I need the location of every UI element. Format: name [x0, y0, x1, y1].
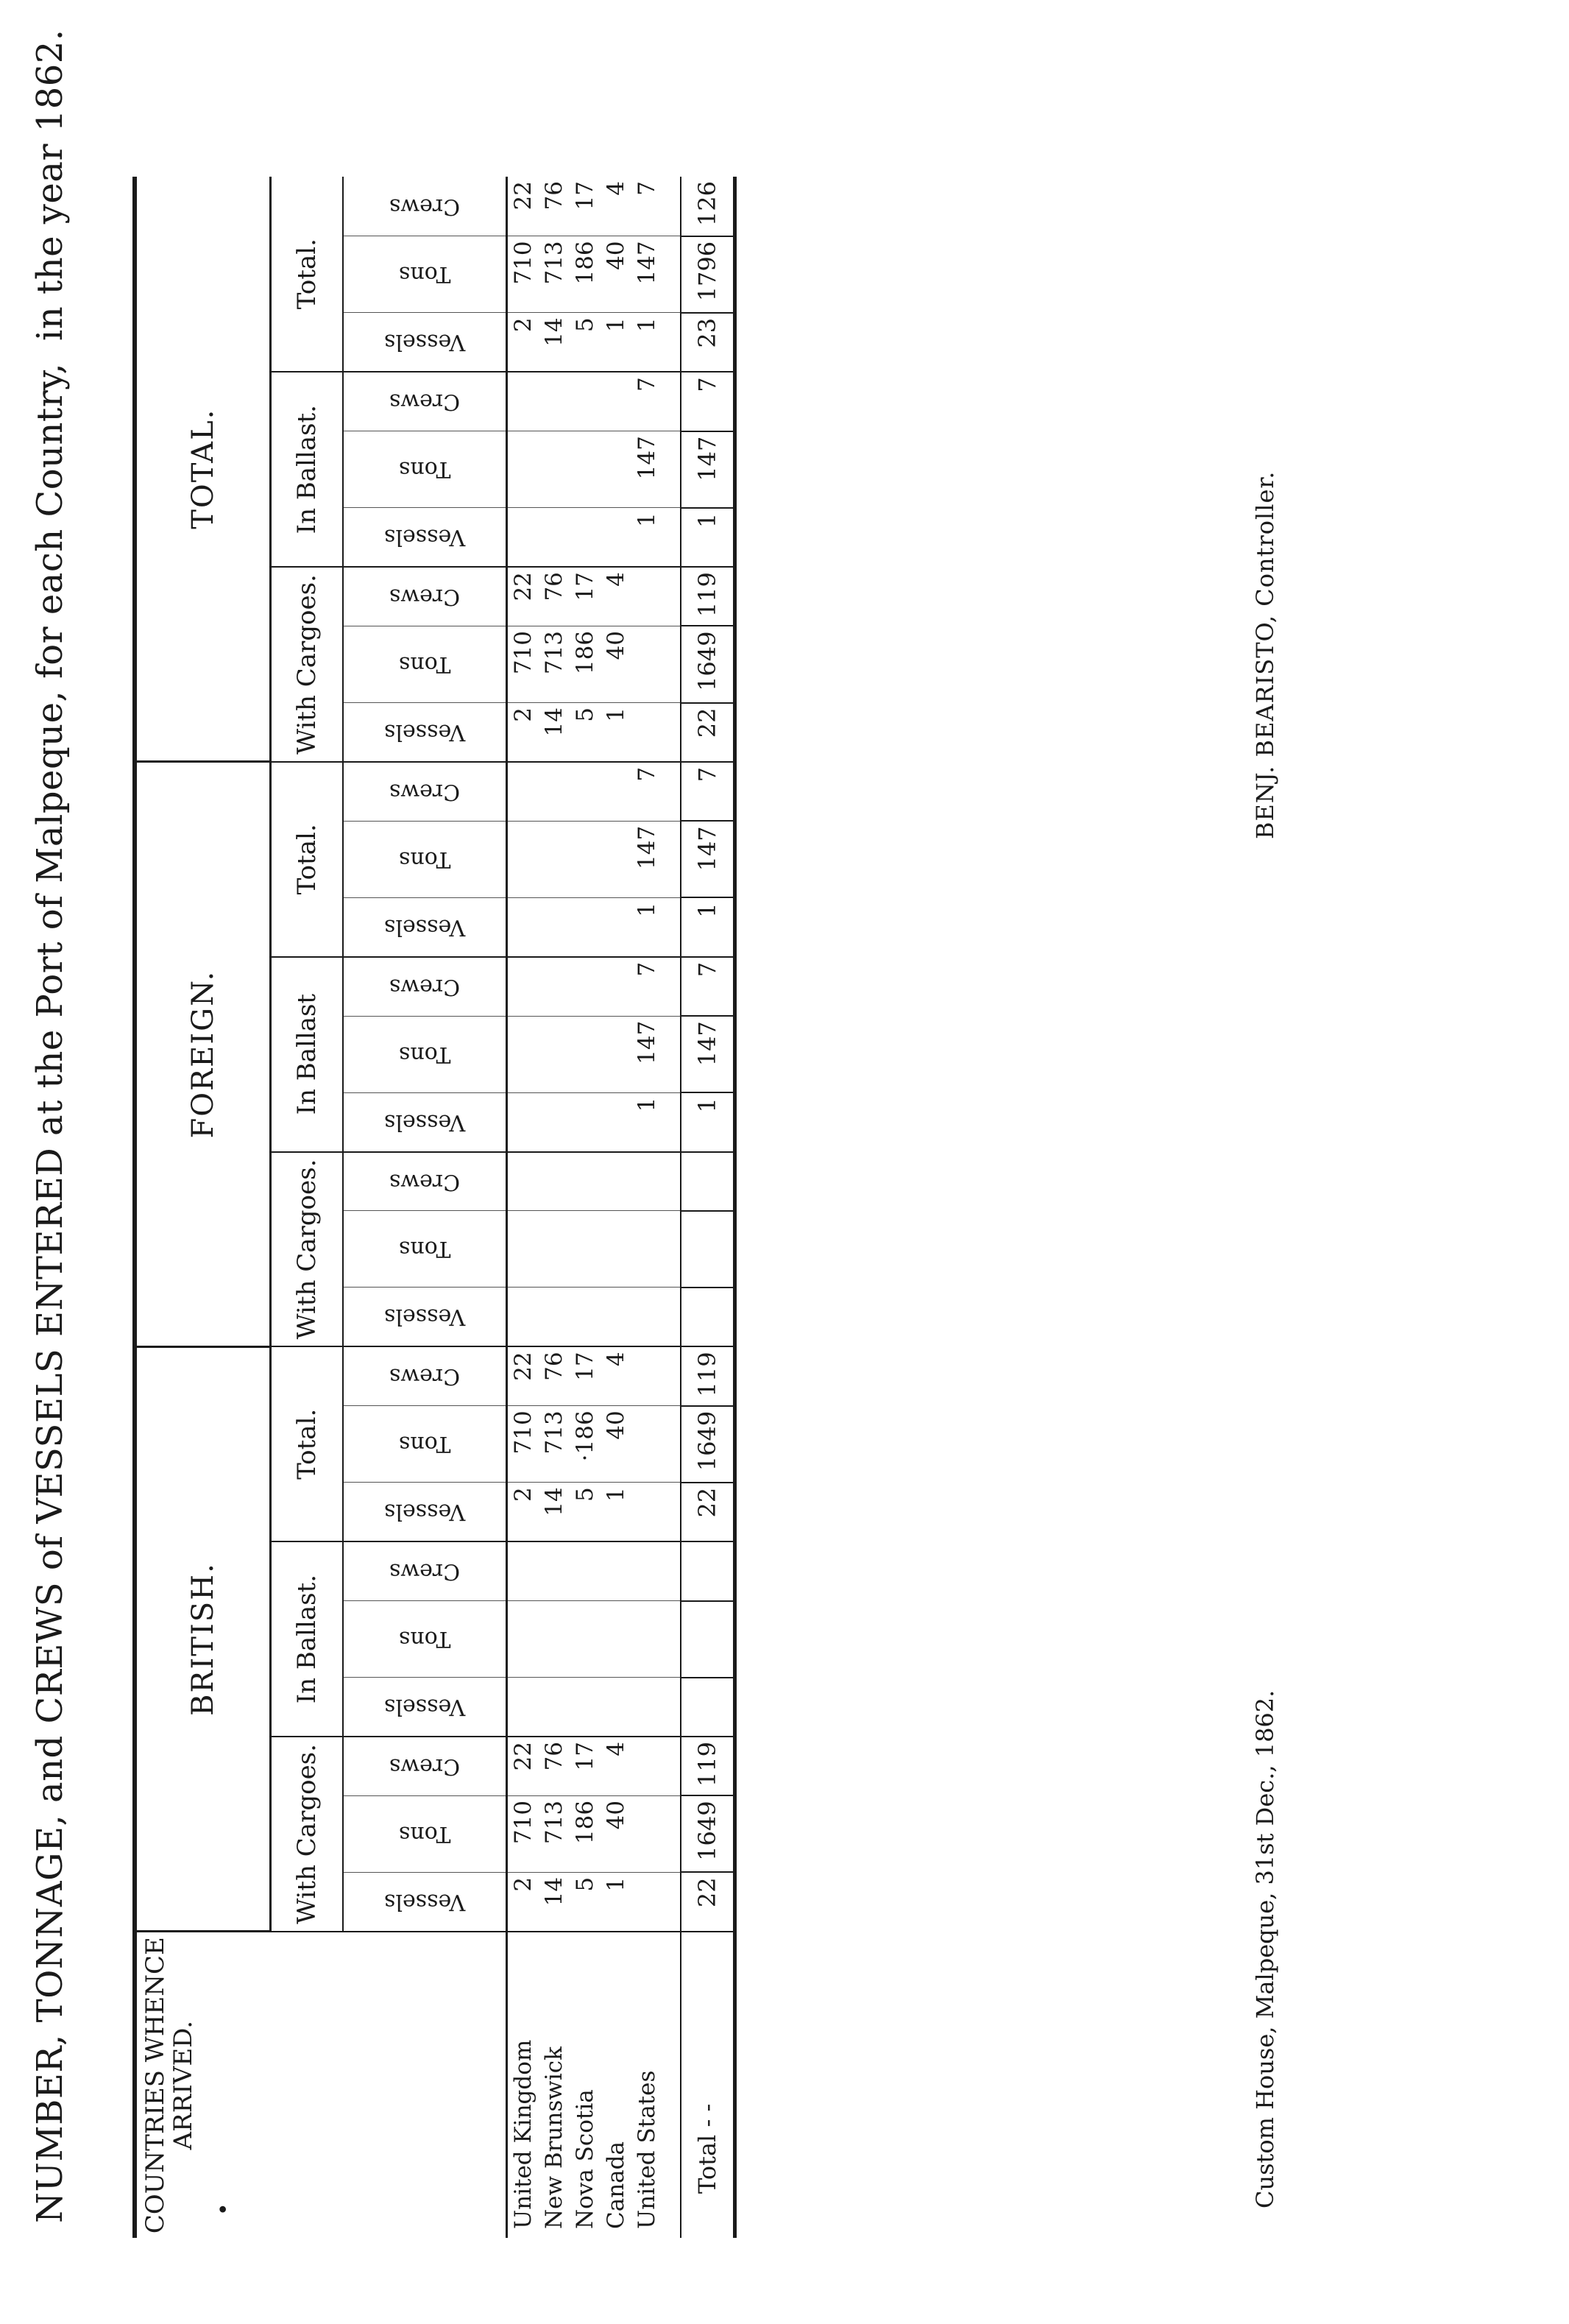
table-cell: 1: [631, 897, 662, 956]
table-cell: 2: [507, 1483, 539, 1541]
table-cell: [507, 1211, 539, 1288]
countries-header-mark: •: [211, 2203, 237, 2216]
column-header-tons: [343, 1211, 507, 1288]
table-cell: [631, 1406, 662, 1483]
spacer-cell: [662, 1737, 681, 1795]
table-cell: [570, 762, 601, 821]
column-header-label: Crews: [389, 973, 461, 1000]
table-cell: [601, 957, 631, 1016]
table-cell: 1: [631, 313, 662, 372]
column-header-label: Tons: [398, 1236, 451, 1262]
controller-signature: BENJ. BEARISTO, Controller.: [1251, 470, 1279, 839]
title-year: in the year 1862.: [29, 29, 71, 342]
column-header-vessels: [343, 1872, 507, 1931]
table-cell: 147: [631, 821, 662, 897]
column-header-label: Tons: [398, 846, 451, 872]
table-cell: 76: [539, 1346, 570, 1405]
table-cell: 713: [539, 626, 570, 702]
table-cell: 713: [539, 236, 570, 313]
spacer-cell: [662, 957, 681, 1016]
table-cell: 2: [507, 313, 539, 372]
table-cell: [507, 1152, 539, 1211]
rotated-page: [29, 29, 1472, 2282]
column-header-label: Tons: [398, 1820, 451, 1847]
column-header-crews: [343, 1737, 507, 1795]
vessels-entered-table: [132, 177, 737, 2238]
total-cell: 1: [681, 1092, 735, 1151]
table-cell: [631, 1737, 662, 1795]
table-cell: [631, 1601, 662, 1678]
document-title: [29, 29, 71, 2223]
table-cell: 22: [507, 1346, 539, 1405]
table-row: [507, 177, 539, 2238]
table-cell: 14: [539, 313, 570, 372]
table-cell: ·186: [570, 1406, 601, 1483]
column-header-crews: [343, 957, 507, 1016]
column-header-vessels: [343, 1288, 507, 1346]
column-header-label: Vessels: [383, 1109, 466, 1135]
column-header-vessels: [343, 1678, 507, 1737]
column-header-tons: [343, 821, 507, 897]
column-header-label: Vessels: [383, 329, 466, 356]
table-cell: [631, 703, 662, 762]
total-cell: [681, 1678, 735, 1737]
table-cell: [631, 1483, 662, 1541]
table-cell: 7: [631, 762, 662, 821]
table-cell: [539, 1288, 570, 1346]
table-cell: 22: [507, 1737, 539, 1795]
table-cell: [570, 821, 601, 897]
table-cell: 4: [601, 1737, 631, 1795]
table-cell: [507, 1092, 539, 1151]
custom-house-date: Custom House, Malpeque, 31st Dec., 1862.: [1251, 1689, 1279, 2208]
table-cell: [601, 1211, 631, 1288]
total-cell: 23: [681, 313, 735, 372]
spacer-cell: [662, 236, 681, 313]
spacer-cell: [662, 1092, 681, 1151]
table-cell: [539, 1092, 570, 1151]
column-header-crews: [343, 567, 507, 626]
column-header-tons: [343, 1601, 507, 1678]
table-cell: 2: [507, 703, 539, 762]
table-cell: [570, 897, 601, 956]
table-cell: [539, 431, 570, 508]
table-cell: [570, 431, 601, 508]
table-cell: [507, 762, 539, 821]
table-cell: 147: [631, 431, 662, 508]
table-cell: [631, 1346, 662, 1405]
table-cell: [601, 1541, 631, 1600]
table-cell: [570, 1678, 601, 1737]
spacer-cell: [662, 1678, 681, 1737]
table-cell: 4: [601, 1346, 631, 1405]
spacer-cell: [662, 567, 681, 626]
total-label: Total - -: [681, 1932, 735, 2238]
table-cell: [539, 372, 570, 431]
table-cell: [539, 1541, 570, 1600]
table-cell: 1: [631, 1092, 662, 1151]
total-cell: [681, 1601, 735, 1678]
column-header-label: Crews: [389, 1558, 461, 1585]
title-main: NUMBER, TONNAGE, and CREWS of VESSELS ENTERED at the Port of Malpeque, for each Country,: [29, 362, 71, 2223]
total-cell: 1: [681, 897, 735, 956]
table-cell: [539, 821, 570, 897]
country-name: United Kingdom: [510, 2039, 536, 2229]
table-cell: 710: [507, 1406, 539, 1483]
column-header-crews: [343, 177, 507, 236]
british-total-header: Total.: [271, 1346, 344, 1541]
total-in-ballast-header: In Ballast.: [271, 372, 344, 567]
spacer-cell: [662, 703, 681, 762]
table-cell: [601, 762, 631, 821]
table-cell: 14: [539, 1872, 570, 1931]
table-cell: [601, 1152, 631, 1211]
column-header-label: Tons: [398, 261, 451, 288]
table-cell: [539, 762, 570, 821]
table-cell: 713: [539, 1406, 570, 1483]
table-cell: [570, 508, 601, 567]
spacer-row: [662, 177, 681, 2238]
column-header-tons: [343, 626, 507, 702]
table-cell: [631, 1541, 662, 1600]
table-cell: [570, 372, 601, 431]
column-header-label: Tons: [398, 1431, 451, 1458]
table-cell: 186: [570, 236, 601, 313]
column-header-label: Vessels: [383, 1499, 466, 1525]
spacer-cell: [662, 1795, 681, 1872]
column-header-crews: [343, 762, 507, 821]
column-header-vessels: [343, 1483, 507, 1541]
column-header-vessels: [343, 703, 507, 762]
column-header-label: Vessels: [383, 1694, 466, 1720]
table-cell: [507, 1016, 539, 1092]
table-cell: [631, 1152, 662, 1211]
column-header-label: Vessels: [383, 914, 466, 940]
table-cell: 76: [539, 1737, 570, 1795]
table-cell: 4: [601, 567, 631, 626]
table-cell: 17: [570, 1737, 601, 1795]
column-header-tons: [343, 1406, 507, 1483]
spacer-cell: [662, 821, 681, 897]
table-cell: 1: [631, 508, 662, 567]
table-cell: [539, 508, 570, 567]
column-header-vessels: [343, 508, 507, 567]
table-cell: 1: [601, 1872, 631, 1931]
country-name: Nova Scotia: [572, 2089, 598, 2229]
total-cell: 1649: [681, 626, 735, 702]
table-cell: 1: [601, 703, 631, 762]
table-cell: [507, 1678, 539, 1737]
table-cell: 40: [601, 1406, 631, 1483]
table-cell: [601, 1092, 631, 1151]
total-cell: 7: [681, 957, 735, 1016]
table-cell: [570, 1211, 601, 1288]
column-header-vessels: [343, 1092, 507, 1151]
column-header-label: Crews: [389, 1753, 461, 1779]
total-cell: [681, 1211, 735, 1288]
british-in-ballast-header: In Ballast.: [271, 1541, 344, 1737]
total-cell: 147: [681, 821, 735, 897]
table-cell: 40: [601, 236, 631, 313]
column-header-label: Crews: [389, 389, 461, 415]
column-header-tons: [343, 431, 507, 508]
spacer-cell: [662, 1016, 681, 1092]
total-cell: 1796: [681, 236, 735, 313]
total-cell: [681, 1541, 735, 1600]
table-cell: [507, 1541, 539, 1600]
country-name: Canada: [603, 2141, 629, 2229]
country-name: New Brunswick: [541, 2046, 567, 2229]
column-header-crews: [343, 372, 507, 431]
table-cell: [539, 1016, 570, 1092]
column-header-label: Tons: [398, 1626, 451, 1653]
spacer-cell: [662, 508, 681, 567]
table-cell: [570, 1016, 601, 1092]
column-header-vessels: [343, 313, 507, 372]
spacer-cell: [662, 372, 681, 431]
table-cell: 147: [631, 1016, 662, 1092]
table-cell: [507, 508, 539, 567]
table-row: [631, 177, 662, 2238]
column-header-label: Crews: [389, 778, 461, 805]
column-header-row: [343, 177, 507, 2238]
table-cell: 17: [570, 177, 601, 236]
table-cell: [570, 957, 601, 1016]
spacer-cell: [662, 897, 681, 956]
table-cell: 1: [601, 313, 631, 372]
table-row: [539, 177, 570, 2238]
table-cell: 186: [570, 1795, 601, 1872]
spacer-cell: [662, 1346, 681, 1405]
column-header-label: Vessels: [383, 718, 466, 745]
table-cell: [601, 1601, 631, 1678]
total-cell: 22: [681, 1872, 735, 1931]
group-british: BRITISH.: [135, 1346, 271, 1931]
column-header-label: Tons: [398, 1041, 451, 1067]
table-cell: [539, 1678, 570, 1737]
table-cell: [539, 897, 570, 956]
table-cell: [507, 821, 539, 897]
spacer-cell: [662, 431, 681, 508]
total-cell: 22: [681, 703, 735, 762]
foreign-total-header: Total.: [271, 762, 344, 957]
table-cell: 713: [539, 1795, 570, 1872]
countries-header-label: COUNTRIES WHENCE ARRIVED.: [141, 1937, 198, 2234]
table-cell: [539, 1152, 570, 1211]
table-cell: 5: [570, 1872, 601, 1931]
table-cell: [631, 1678, 662, 1737]
column-header-label: Crews: [389, 1363, 461, 1390]
spacer-cell: [662, 1288, 681, 1346]
column-header-label: Crews: [389, 193, 461, 219]
table-cell: [631, 1795, 662, 1872]
table-cell: 40: [601, 626, 631, 702]
table-cell: 22: [507, 567, 539, 626]
table-cell: [601, 897, 631, 956]
column-header-crews: [343, 1346, 507, 1405]
table-cell: [507, 1601, 539, 1678]
column-header-label: Tons: [398, 456, 451, 483]
table-cell: [601, 1678, 631, 1737]
table-cell: [507, 431, 539, 508]
total-with-cargoes-header: With Cargoes.: [271, 567, 344, 762]
table-cell: [570, 1288, 601, 1346]
table-cell: 76: [539, 177, 570, 236]
table-cell: 17: [570, 567, 601, 626]
table-cell: [570, 1541, 601, 1600]
table-cell: [539, 957, 570, 1016]
table-cell: [570, 1152, 601, 1211]
total-total-header: Total.: [271, 177, 344, 372]
table-cell: 7: [631, 957, 662, 1016]
table-cell: 710: [507, 1795, 539, 1872]
table-cell: [601, 372, 631, 431]
spacer-cell: [662, 762, 681, 821]
table-row: [570, 177, 601, 2238]
table-cell: 710: [507, 626, 539, 702]
table-cell: [631, 626, 662, 702]
british-with-cargoes-header: With Cargoes.: [271, 1737, 344, 1932]
column-header-crews: [343, 1152, 507, 1211]
table-body: [507, 177, 735, 2238]
table-cell: 7: [631, 177, 662, 236]
total-cell: 7: [681, 372, 735, 431]
column-header-label: Vessels: [383, 524, 466, 551]
subgroup-header-row: [271, 177, 344, 2238]
table-cell: [507, 897, 539, 956]
total-cell: 147: [681, 431, 735, 508]
spacer-cell: [662, 1406, 681, 1483]
table-cell: [601, 821, 631, 897]
column-header-vessels: [343, 897, 507, 956]
table-row: [601, 177, 631, 2238]
table-cell: 4: [601, 177, 631, 236]
total-cell: 119: [681, 1737, 735, 1795]
table-cell: 22: [507, 177, 539, 236]
spacer-cell: [662, 1211, 681, 1288]
column-header-tons: [343, 1016, 507, 1092]
spacer-cell: [662, 313, 681, 372]
total-cell: [681, 1152, 735, 1211]
column-header-label: Crews: [389, 584, 461, 610]
spacer-cell: [662, 177, 681, 236]
table-cell: [631, 1288, 662, 1346]
table-cell: 14: [539, 1483, 570, 1541]
table-cell: 710: [507, 236, 539, 313]
table-cell: 40: [601, 1795, 631, 1872]
total-cell: 1: [681, 508, 735, 567]
table-cell: 5: [570, 1483, 601, 1541]
total-cell: 119: [681, 1346, 735, 1405]
column-header-tons: [343, 236, 507, 313]
spacer-cell: [662, 1872, 681, 1931]
group-total: TOTAL.: [135, 177, 271, 762]
column-header-label: Tons: [398, 651, 451, 677]
table-cell: 7: [631, 372, 662, 431]
total-cell: 1649: [681, 1795, 735, 1872]
table-cell: [631, 1211, 662, 1288]
table-cell: [631, 1872, 662, 1931]
table-cell: 1: [601, 1483, 631, 1541]
countries-header: [135, 1932, 507, 2238]
total-cell: 119: [681, 567, 735, 626]
total-cell: 147: [681, 1016, 735, 1092]
spacer-cell: [662, 1932, 681, 2238]
table-cell: [507, 372, 539, 431]
spacer-cell: [662, 1483, 681, 1541]
table-cell: [570, 1092, 601, 1151]
country-name: United States: [634, 2070, 660, 2229]
table-cell: [631, 567, 662, 626]
table-cell: 2: [507, 1872, 539, 1931]
table-cell: [507, 957, 539, 1016]
spacer-cell: [662, 1152, 681, 1211]
table-cell: 5: [570, 313, 601, 372]
table-cell: 76: [539, 567, 570, 626]
spacer-cell: [662, 1541, 681, 1600]
spacer-cell: [662, 626, 681, 702]
column-header-label: Crews: [389, 1168, 461, 1195]
column-header-label: Vessels: [383, 1888, 466, 1915]
table-cell: 14: [539, 703, 570, 762]
table-cell: [601, 1288, 631, 1346]
column-header-crews: [343, 1541, 507, 1600]
column-header-label: Vessels: [383, 1304, 466, 1330]
total-cell: 1649: [681, 1406, 735, 1483]
table-cell: 186: [570, 626, 601, 702]
total-row: [681, 177, 735, 2238]
table-cell: [507, 1288, 539, 1346]
table-cell: 147: [631, 236, 662, 313]
table-cell: [539, 1211, 570, 1288]
group-header-row: [135, 177, 271, 2238]
table-cell: [539, 1601, 570, 1678]
table-cell: 5: [570, 703, 601, 762]
spacer-cell: [662, 1601, 681, 1678]
table-cell: [601, 431, 631, 508]
foreign-with-cargoes-header: With Cargoes.: [271, 1152, 344, 1347]
table-cell: [601, 508, 631, 567]
total-cell: [681, 1288, 735, 1346]
total-cell: 22: [681, 1483, 735, 1541]
table-cell: [601, 1016, 631, 1092]
column-header-tons: [343, 1795, 507, 1872]
total-cell: 7: [681, 762, 735, 821]
foreign-in-ballast-header: In Ballast: [271, 957, 344, 1152]
total-cell: 126: [681, 177, 735, 236]
group-foreign: FOREIGN.: [135, 762, 271, 1346]
table-cell: [570, 1601, 601, 1678]
table-cell: 17: [570, 1346, 601, 1405]
